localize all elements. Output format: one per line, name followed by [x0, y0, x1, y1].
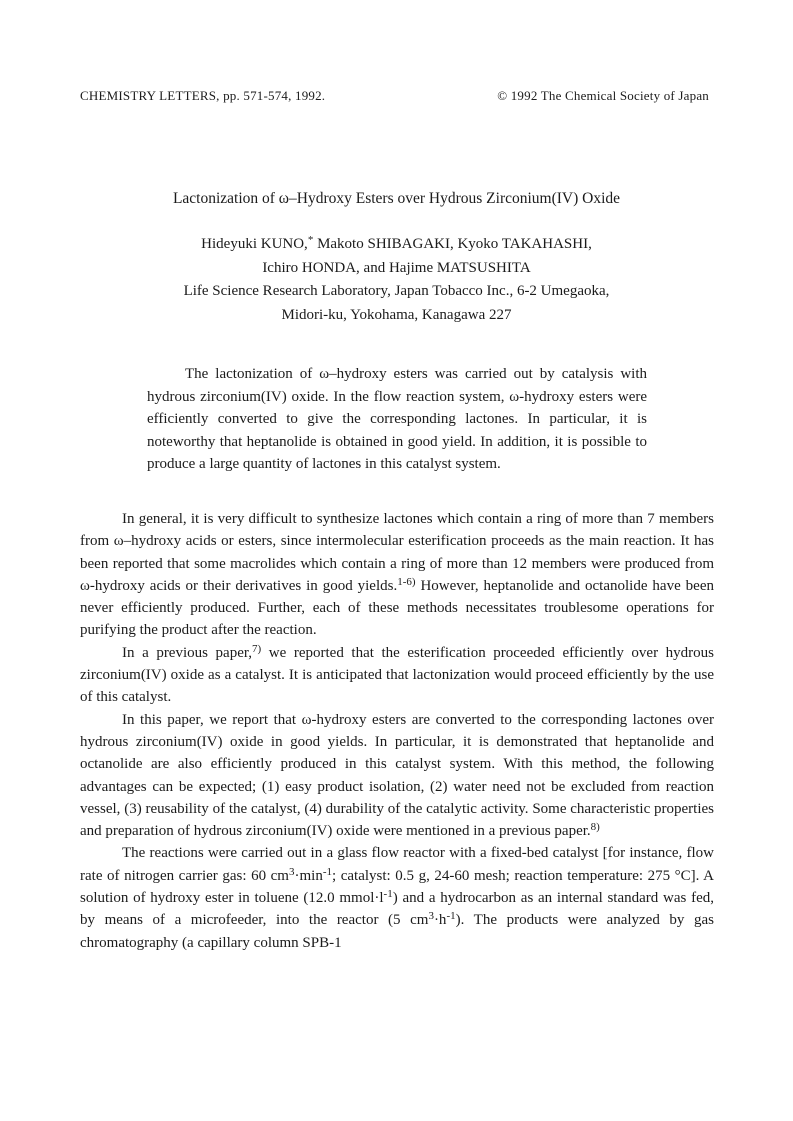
reference-mark: 8) [590, 821, 600, 834]
corresponding-author-mark: * [307, 234, 314, 246]
affiliation-line-1: Life Science Research Laboratory, Japan Tobacco Inc., 6-2 Umegaoka, [183, 283, 610, 299]
journal-citation: CHEMISTRY LETTERS, pp. 571-574, 1992. [80, 88, 326, 103]
body-text [80, 508, 714, 954]
paragraph-2: In a previous paper,$^{7)}$ we reported that the esterification proceeded efficiently over hydrous zirconium(IV) oxide as a catalyst. It is anticipated that lactonization would proceed efficiently by the use of this catalyst. [80, 642, 714, 706]
paragraph-1: In general, it is very difficult to synthesize lactones which contain a ring of more than 7 members from ω–hydroxy acids or esters, since intermolecular esterification proceeds as the main reaction. It has been reported that some macrolides which contain a ring of more than 12 members were produced from ω-hydroxy acids or their derivatives in good yields.$^{1-6)}$ However, heptanolide and octanolide have been never efficiently produced. Further, each of these methods necessitates troublesome operations for purifying the product after the reaction. [80, 511, 714, 639]
copyright-notice: © 1992 The Chemical Society of Japan [497, 88, 709, 103]
reference-mark: 1-6) [397, 575, 416, 588]
paragraph-4: The reactions were carried out in a glass flow reactor with a fixed-bed catalyst [for instance, flow rate of nitrogen carrier gas: 60 $cm^3\cdot\min^{-1}$; catalyst: 0.5 g, 24-60 mesh; reaction temperature: 275 °C]. A solution of hydroxy ester in toluene (12.0 $mmol\cdot l^{-1}$) and a hydrocarbon as an internal standard was fed, by means of a microfeeder, into the reactor (5 $cm^3\cdot h^{-1}$). The products were analyzed by gas chromatography (a capillary column SPB-1 [80, 845, 714, 951]
abstract-text: The lactonization of ω–hydroxy esters was carried out by catalysis with hydrous zirconium(IV) oxide. In the flow reaction system, ω-hydroxy esters were efficiently converted to give the corresponding lactones. In particular, it is noteworthy that heptanolide is obtained in good yield. In addition, it is possible to produce a large quantity of lactones in this catalyst system. [147, 366, 647, 472]
paragraph-3: In this paper, we report that ω-hydroxy esters are converted to the corresponding lactones over hydrous zirconium(IV) oxide in good yields. In particular, it is demonstrated that heptanolide and octanolide are also efficiently produced in this catalyst system. With this method, the following advantages can be expected; (1) easy product isolation, (2) water need not be excluded from reaction vessel, (3) reusability of the catalyst, (4) durability of the catalytic activity. Some characteristic properties and preparation of hydrous zirconium(IV) oxide were mentioned in a previous paper.$^{8)}$ [80, 711, 714, 840]
author-block [0, 233, 793, 327]
paper-title: Lactonization of ω–Hydroxy Esters over Hydrous Zirconium(IV) Oxide [172, 190, 621, 207]
author-line-1: Hideyuki KUNO,* Makoto SHIBAGAKI, Kyoko TAKAHASHI, [201, 234, 592, 252]
affiliation-line-2: Midori-ku, Yokohama, Kanagawa 227 [281, 306, 512, 323]
abstract [147, 363, 647, 476]
author-line-2: Ichiro HONDA, and Hajime MATSUSHITA [262, 259, 531, 276]
reference-mark: 7) [252, 642, 262, 655]
